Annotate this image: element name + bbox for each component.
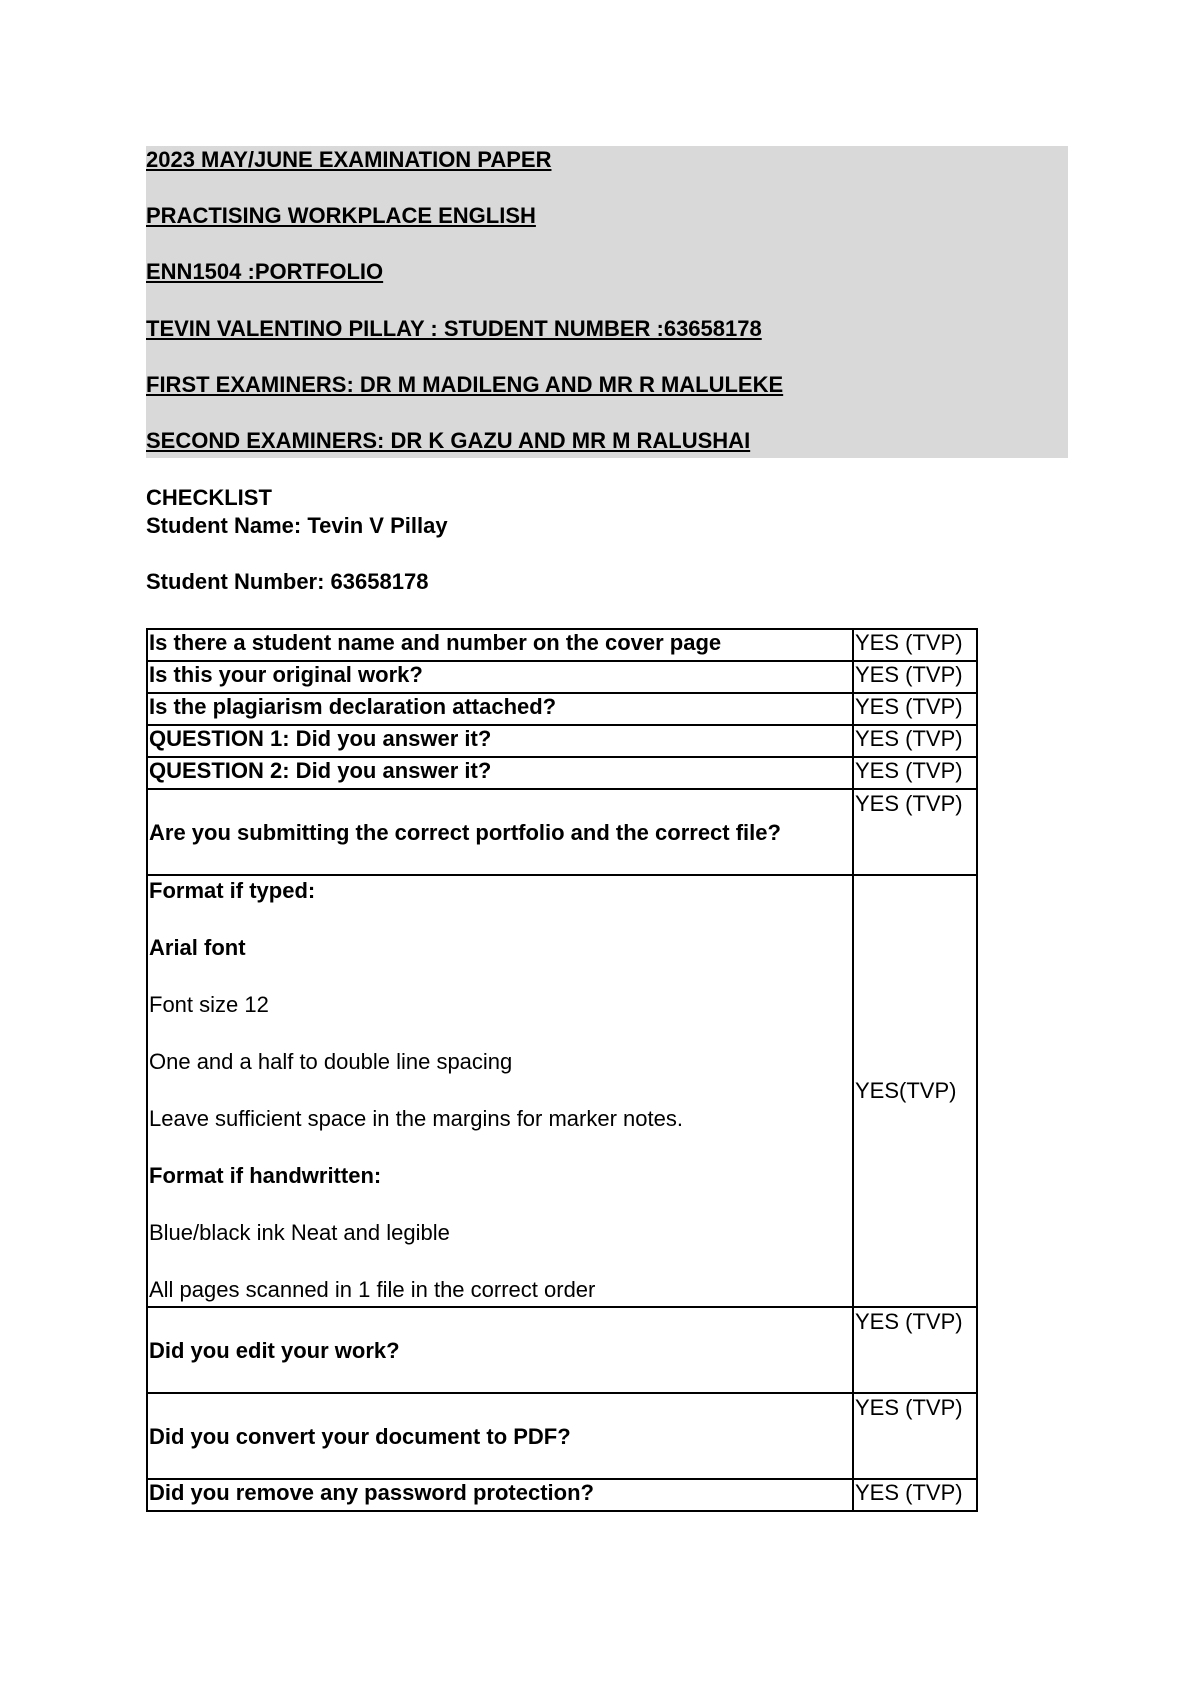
answer-cell: YES (TVP) <box>853 1479 977 1511</box>
format-requirements-cell <box>147 875 853 1307</box>
format-scanned: All pages scanned in 1 file in the correct order <box>149 1277 596 1302</box>
format-size: Font size 12 <box>149 992 269 1017</box>
question-cell: QUESTION 2: Did you answer it? <box>147 757 853 789</box>
table-row <box>147 789 977 875</box>
question-cell: QUESTION 1: Did you answer it? <box>147 725 853 757</box>
module-code: ENN1504 :PORTFOLIO <box>146 259 384 284</box>
format-margins: Leave sufficient space in the margins for marker notes. <box>149 1106 683 1131</box>
header-block <box>146 146 1068 458</box>
question-cell: Are you submitting the correct portfolio and the correct file? <box>147 789 853 875</box>
answer-cell: YES (TVP) <box>853 1307 977 1393</box>
table-row <box>147 757 977 789</box>
table-row <box>147 1479 977 1511</box>
question-cell: Is this your original work? <box>147 661 853 693</box>
answer-cell: YES (TVP) <box>853 693 977 725</box>
answer-cell: YES (TVP) <box>853 1393 977 1479</box>
second-examiners: SECOND EXAMINERS: DR K GAZU AND MR M RALUSHAI <box>146 428 751 453</box>
student-number: Student Number: 63658178 <box>146 569 429 594</box>
answer-cell: YES (TVP) <box>853 629 977 661</box>
format-ink: Blue/black ink Neat and legible <box>149 1220 450 1245</box>
question-cell: Did you remove any password protection? <box>147 1479 853 1511</box>
answer-cell: YES(TVP) <box>853 875 977 1307</box>
checklist-table <box>146 628 978 1512</box>
format-typed-heading: Format if typed: <box>149 878 316 903</box>
table-row <box>147 1307 977 1393</box>
answer-cell: YES (TVP) <box>853 725 977 757</box>
table-row <box>147 1393 977 1479</box>
format-handwritten-heading: Format if handwritten: <box>149 1163 382 1188</box>
module-title: PRACTISING WORKPLACE ENGLISH <box>146 203 536 228</box>
table-row <box>147 661 977 693</box>
question-cell: Is the plagiarism declaration attached? <box>147 693 853 725</box>
question-cell: Did you edit your work? <box>147 1307 853 1393</box>
table-row <box>147 693 977 725</box>
question-cell: Is there a student name and number on the cover page <box>147 629 853 661</box>
format-spacing: One and a half to double line spacing <box>149 1049 513 1074</box>
answer-cell: YES (TVP) <box>853 789 977 875</box>
table-row <box>147 725 977 757</box>
question-cell: Did you convert your document to PDF? <box>147 1393 853 1479</box>
student-line: TEVIN VALENTINO PILLAY : STUDENT NUMBER :63658178 <box>146 316 762 341</box>
exam-paper-title: 2023 MAY/JUNE EXAMINATION PAPER <box>146 147 552 172</box>
table-row <box>147 629 977 661</box>
student-name: Student Name: Tevin V Pillay <box>146 513 448 538</box>
format-row <box>147 875 977 1307</box>
answer-cell: YES (TVP) <box>853 661 977 693</box>
answer-cell: YES (TVP) <box>853 757 977 789</box>
first-examiners: FIRST EXAMINERS: DR M MADILENG AND MR R MALULEKE <box>146 372 784 397</box>
format-font: Arial font <box>149 935 246 960</box>
checklist-title: CHECKLIST <box>146 485 272 510</box>
